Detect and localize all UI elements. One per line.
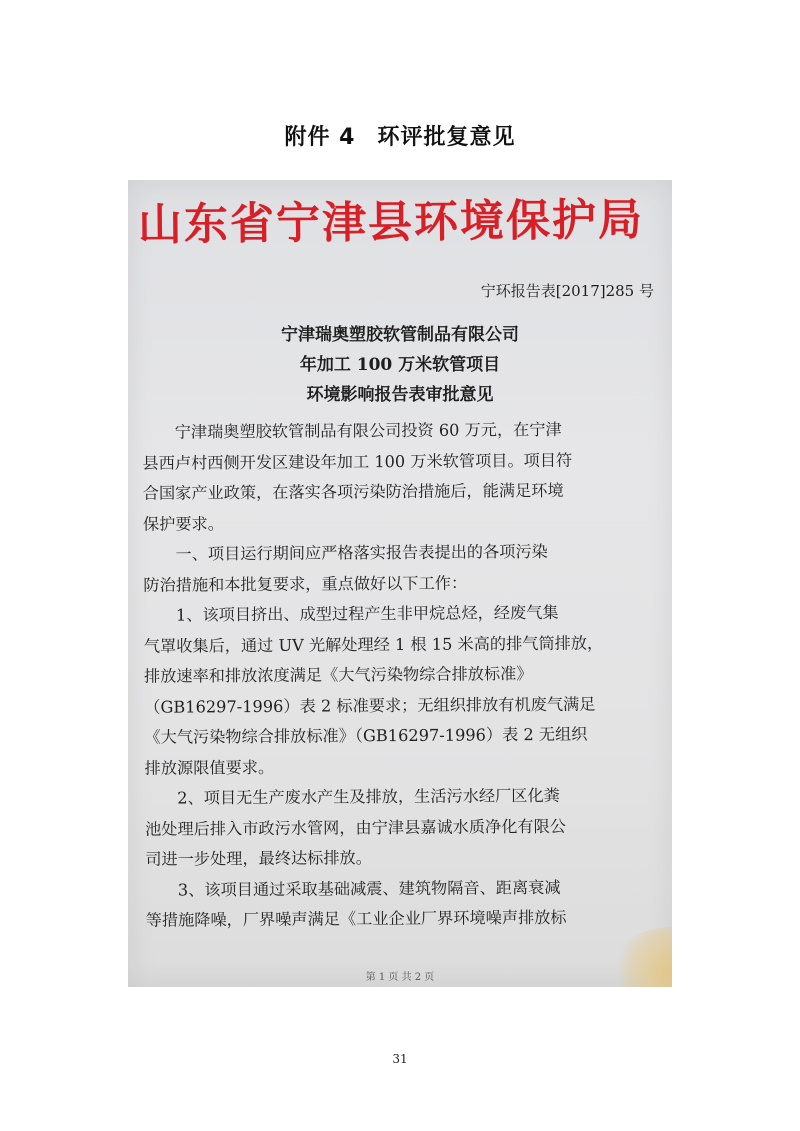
body-line: 池处理后排入市政污水管网，由宁津县嘉诚水质净化有限公	[144, 816, 566, 839]
body-line: 1、该项目挤出、成型过程产生非甲烷总烃，经废气集	[143, 602, 559, 625]
page-number: 31	[392, 1052, 408, 1066]
body-line: 合国家产业政策，在落实各项污染防治措施后，能满足环境	[142, 480, 564, 503]
body-line: 《大气污染物综合排放标准》（GB16297-1996）表 2 无组织	[144, 724, 588, 747]
approval-body	[142, 414, 658, 936]
page-heading	[0, 120, 800, 151]
document-number: 宁环报告表[2017]285 号	[480, 282, 654, 300]
body-line: 2、项目无生产废水产生及排放，生活污水经厂区化粪	[144, 785, 560, 808]
approval-title-line: 环境影响报告表审批意见	[306, 385, 494, 405]
body-line: 防治措施和本批复要求，重点做好以下工作：	[143, 573, 468, 595]
body-line: 保护要求。	[142, 513, 224, 534]
letterhead-org-name: 山东省宁津县环境保护局	[137, 194, 645, 251]
approval-title-line: 宁津瑞奥塑胶软管制品有限公司	[281, 325, 519, 345]
attachment-title: 环评批复意见	[377, 125, 516, 150]
body-line: 一、项目运行期间应严格落实报告表提出的各项污染	[143, 541, 548, 564]
attachment-label: 附件 4	[284, 125, 356, 150]
seal-stamp-fragment	[612, 927, 672, 987]
body-line: 气罩收集后，通过 UV 光解处理经 1 根 15 米高的排气筒排放，	[143, 633, 604, 656]
body-line: 司进一步处理，最终达标排放。	[145, 848, 372, 869]
body-line: （GB16297-1996）表 2 标准要求；无组织排放有机废气满足	[144, 694, 596, 717]
approval-title-line: 年加工 100 万米软管项目	[299, 355, 501, 375]
body-line: 排放速率和排放浓度满足《大气污染物综合排放标准》	[143, 664, 533, 686]
body-line: 等措施降噪，厂界噪声满足《工业企业厂界环境噪声排放标	[145, 907, 567, 930]
body-line: 3、该项目通过采取基础减震、建筑物隔音、距离衰减	[145, 877, 561, 900]
letter-page-footer: 第 1 页 共 2 页	[365, 972, 435, 983]
body-line: 县西卢村西侧开发区建设年加工 100 万米软管项目。项目符	[142, 450, 573, 473]
document-photo	[128, 180, 672, 987]
body-line: 排放源限值要求。	[144, 757, 275, 778]
body-line: 宁津瑞奥塑胶软管制品有限公司投资 60 万元，在宁津	[142, 419, 562, 442]
